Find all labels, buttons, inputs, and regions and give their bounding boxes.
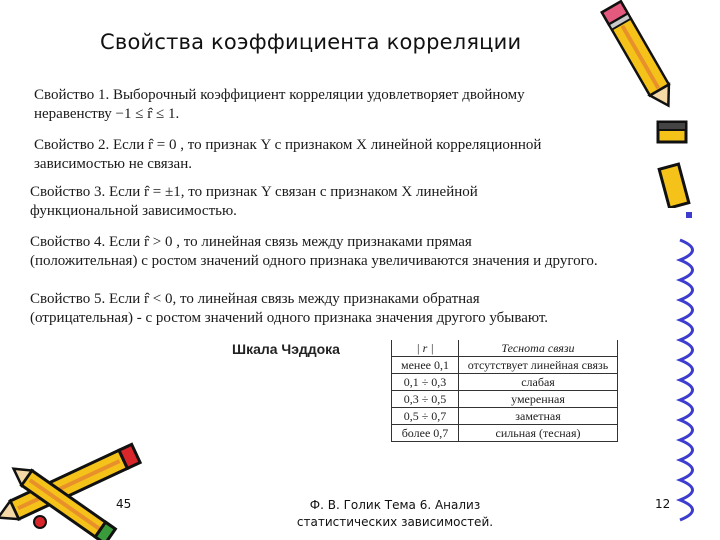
footer-author — [270, 497, 520, 531]
property-3-line-2: функциональной зависимостью. — [30, 203, 237, 219]
property-2-line-1: Свойство 2. Если r̂ = 0 , то признак Y с признаком X линейной корреляционной — [34, 137, 542, 153]
footer-page-number: 12 — [655, 497, 671, 511]
pencils-bottom-left-icon — [0, 430, 160, 540]
property-4 — [30, 233, 692, 271]
table-cell: 0,3 ÷ 0,5 — [392, 391, 459, 408]
table-cell: сильная (тесная) — [459, 425, 618, 442]
property-5 — [30, 290, 692, 328]
property-4-line-1: Свойство 4. Если r̂ > 0 , то линейная связь между признаками прямая — [30, 234, 472, 250]
table-cell: слабая — [459, 374, 618, 391]
property-1-line-1: Свойство 1. Выборочный коэффициент корреляции удовлетворяет двойному — [34, 87, 525, 103]
table-cell: 0,1 ÷ 0,3 — [392, 374, 459, 391]
footer-slide-number: 45 — [116, 497, 132, 511]
table-row — [392, 408, 618, 425]
chaddock-table — [391, 340, 618, 442]
table-header-row — [392, 340, 618, 357]
property-4-line-2: (положительная) с ростом значений одного признака увеличиваются значения и другого. — [30, 253, 598, 269]
table-cell: более 0,7 — [392, 425, 459, 442]
table-cell: 0,5 ÷ 0,7 — [392, 408, 459, 425]
property-3 — [30, 183, 698, 221]
property-5-line-2: (отрицательная) - с ростом значений одного признака значения другого убывают. — [30, 310, 549, 326]
property-5-line-1: Свойство 5. Если r̂ < 0, то линейная связь между признаками обратная — [30, 291, 480, 307]
table-cell: отсутствует линейная связь — [459, 357, 618, 374]
property-3-line-1: Свойство 3. Если r̂ = ±1, то признак Y связан с признаком X линейной — [30, 184, 478, 200]
header-strength: Теснота связи — [459, 340, 618, 357]
footer-author-line-1: Ф. В. Голик Тема 6. Анализ — [309, 498, 481, 512]
table-row — [392, 357, 618, 374]
property-1 — [34, 86, 688, 124]
footer-author-line-2: статистических зависимостей. — [296, 515, 494, 529]
table-row — [392, 391, 618, 408]
property-2 — [34, 136, 698, 174]
table-cell: менее 0,1 — [392, 357, 459, 374]
table-row — [392, 425, 618, 442]
table-row — [392, 374, 618, 391]
chaddock-scale-title: Шкала Чэддока — [232, 341, 340, 357]
table-cell: умеренная — [459, 391, 618, 408]
table-cell: заметная — [459, 408, 618, 425]
spiral-binding-icon — [670, 230, 720, 530]
property-1-line-2: неравенству −1 ≤ r̂ ≤ 1. — [34, 106, 180, 122]
slide-title: Свойства коэффициента корреляции — [100, 30, 522, 54]
property-2-line-2: зависимостью не связан. — [34, 156, 192, 172]
header-r: | r | — [392, 340, 459, 357]
